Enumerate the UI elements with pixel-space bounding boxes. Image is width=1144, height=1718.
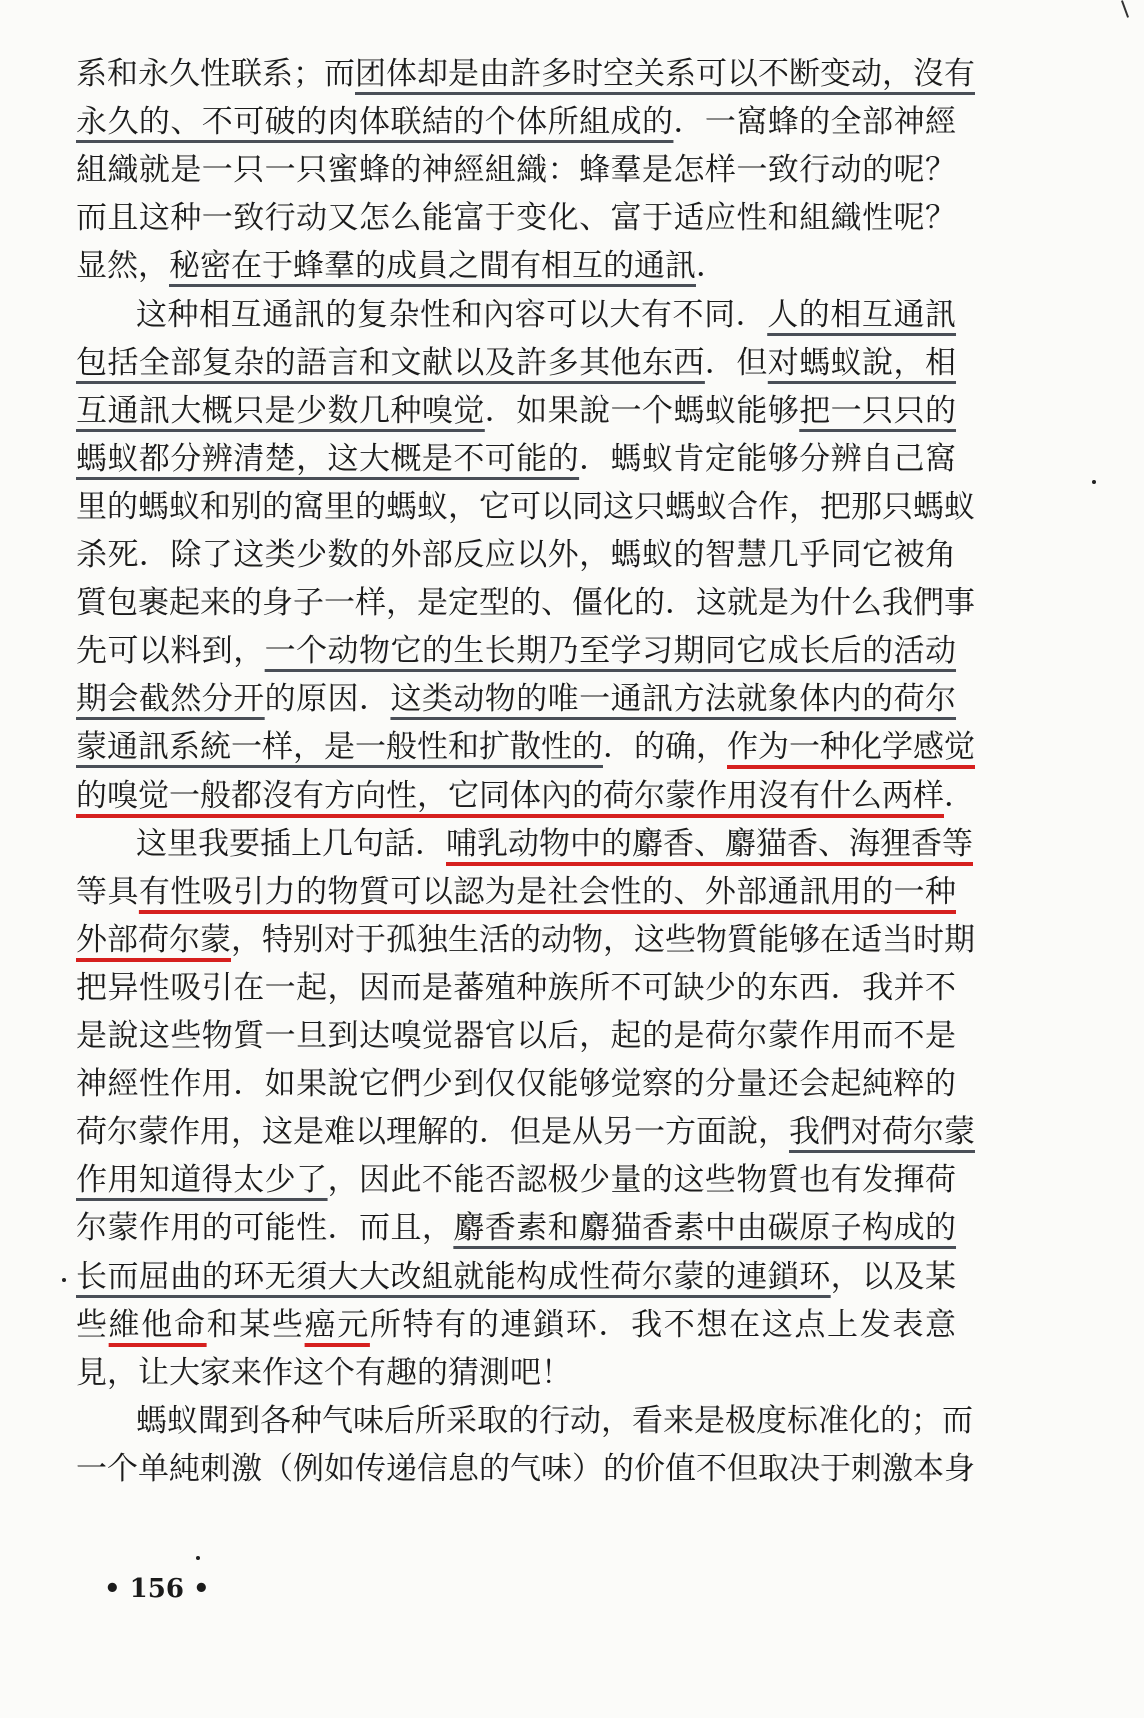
gray-underlined-text: 作用知道得太少了: [76, 1162, 328, 1198]
text-segment: 而且这种一致行动又怎么能富于变化、富于适应性和組織性呢？: [76, 200, 956, 236]
text-segment: ．: [696, 248, 727, 284]
scan-speck: [62, 1278, 66, 1282]
page-number: • 156 •: [104, 1574, 210, 1604]
gray-underlined-text: 我們对荷尔蒙: [789, 1114, 975, 1150]
text-segment: 等具: [76, 874, 139, 910]
text-line: [76, 1058, 956, 1110]
gray-underlined-text: 麝香素和麝猫香素中由碳原子构成的: [453, 1210, 957, 1246]
text-segment: 是說这些物質一旦到达嗅觉器官以后，起的是荷尔蒙作用而不是: [76, 1018, 956, 1054]
text-segment: ．但: [704, 345, 768, 381]
text-segment: ．: [944, 778, 975, 814]
text-line: [76, 866, 956, 918]
text-segment: 这种相互通訊的复杂性和內容可以大有不同．: [136, 297, 768, 333]
text-segment: ，因此不能否認极少量的这些物質也有发揮荷: [327, 1162, 957, 1198]
text-line: [136, 289, 956, 341]
text-line: [76, 1010, 956, 1062]
text-line: [76, 240, 956, 292]
text-line: [76, 625, 956, 677]
gray-underlined-text: 秘密在于蜂羣的成員之間有相互的通訊: [169, 248, 696, 284]
text-segment: 和某些: [206, 1307, 305, 1343]
red-underlined-text: 外部荷尔蒙: [76, 922, 231, 958]
text-segment: 組織就是一只一只蜜蜂的神經組織：蜂羣是怎样一致行动的呢？: [76, 152, 956, 188]
text-line: [76, 481, 975, 533]
gray-underlined-text: 长而屈曲的环无須大大改組就能构成性荷尔蒙的連鎖环: [76, 1259, 831, 1295]
text-line: [76, 1154, 956, 1206]
text-segment: 一个单純刺激（例如传递信息的气味）的价值不但取决于刺激本身: [76, 1451, 975, 1487]
text-line: [76, 1106, 975, 1158]
text-segment: ，特别对于孤独生活的动物，这些物質能够在适当时期: [231, 922, 975, 958]
text-segment: ．如果說一个螞蚁能够: [484, 393, 800, 429]
red-underlined-text: 作为一种化学感觉: [727, 729, 975, 765]
text-segment: ．一窩蜂的全部神經: [673, 104, 957, 140]
gray-underlined-text: 包括全部复杂的語言和文献以及許多其他东西: [76, 345, 705, 381]
red-underlined-text: 的嗅觉一般都沒有方向性，它同体內的荷尔蒙作用沒有什么两样: [76, 778, 944, 814]
text-segment: 杀死．除了这类少数的外部反应以外，螞蚁的智慧几乎同它被角: [76, 537, 956, 573]
text-line: [76, 770, 975, 822]
gray-underlined-text: 互通訊大概只是少数几种嗅觉: [76, 393, 485, 429]
text-line: [76, 96, 956, 148]
text-line: [76, 1202, 956, 1254]
text-line: [76, 721, 975, 773]
text-line: [76, 337, 956, 389]
text-segment: 些: [76, 1307, 109, 1343]
text-line: [136, 1395, 973, 1447]
text-segment: 的原因．: [264, 681, 391, 717]
text-segment: 显然，: [76, 248, 169, 284]
text-line: [76, 433, 956, 485]
text-line: [76, 529, 956, 581]
gray-underlined-text: 这类动物的唯一通訊方法就象体内的荷尔: [390, 681, 957, 717]
gray-underlined-text: 一个动物它的生长期乃至学习期同它成长后的活动: [264, 633, 957, 669]
gray-underlined-text: 把一只只的: [799, 393, 957, 429]
red-underlined-text: 哺乳动物中的麝香、麝猫香、海狸香等: [446, 826, 973, 862]
text-segment: 这里我要插上几句話．: [136, 826, 446, 862]
text-segment: 見，让大家来作这个有趣的猜測吧！: [76, 1355, 572, 1391]
red-underlined-text: 維他命: [108, 1307, 207, 1343]
gray-underlined-text: 期会截然分开: [76, 681, 265, 717]
text-line: [76, 48, 975, 100]
text-line: [76, 1299, 956, 1351]
text-segment: ．的确，: [603, 729, 727, 765]
gray-underlined-text: 人的相互通訊: [767, 297, 957, 333]
text-line: [76, 385, 956, 437]
scan-edge-mark: [1121, 0, 1129, 18]
text-line: [76, 1347, 956, 1399]
text-segment: ，以及某: [830, 1259, 957, 1295]
scan-speck: [196, 1556, 200, 1560]
red-underlined-text: 癌元: [304, 1307, 370, 1343]
text-line: [76, 1251, 956, 1303]
text-segment: 系和永久性联系；而: [76, 56, 355, 92]
text-segment: 尔蒙作用的可能性．而且，: [76, 1210, 454, 1246]
text-segment: 先可以料到，: [76, 633, 265, 669]
text-line: [76, 577, 975, 629]
gray-underlined-text: 对螞蚁說，相: [767, 345, 957, 381]
text-line: [76, 962, 956, 1014]
gray-underlined-text: 蒙通訊系統一样，是一般性和扩散性的: [76, 729, 603, 765]
text-segment: 質包裹起来的身子一样，是定型的、僵化的．这就是为什么我們事: [76, 585, 975, 621]
text-line: [76, 673, 956, 725]
text-line: [76, 1443, 975, 1495]
text-line: [76, 144, 956, 196]
gray-underlined-text: 永久的、不可破的肉体联結的个体所組成的: [76, 104, 674, 140]
text-line: [136, 818, 973, 870]
scan-speck: [1092, 480, 1096, 484]
text-segment: 神經性作用．如果說它們少到仅仅能够觉察的分量还会起純粹的: [76, 1066, 956, 1102]
text-line: [76, 914, 975, 966]
gray-underlined-text: 螞蚁都分辨清楚，这大概是不可能的: [76, 441, 580, 477]
text-segment: 荷尔蒙作用，这是难以理解的．但是从另一方面說，: [76, 1114, 789, 1150]
gray-underlined-text: 团体却是由許多时空关系可以不断变动，沒有: [355, 56, 975, 92]
text-segment: 里的螞蚁和别的窩里的螞蚁，它可以同这只螞蚁合作，把那只螞蚁: [76, 489, 975, 525]
text-segment: 所特有的連鎖环．我不想在这点上发表意: [369, 1307, 957, 1343]
text-segment: 螞蚁聞到各种气味后所采取的行动，看来是极度标准化的；而: [136, 1403, 973, 1439]
red-underlined-text: 有性吸引力的物質可以認为是社会性的、外部通訊用的一种: [138, 874, 956, 910]
text-segment: 把异性吸引在一起，因而是蕃殖种族所不可缺少的东西．我并不: [76, 970, 956, 1006]
text-line: [76, 192, 956, 244]
text-segment: ．螞蚁肯定能够分辨自己窩: [579, 441, 956, 477]
